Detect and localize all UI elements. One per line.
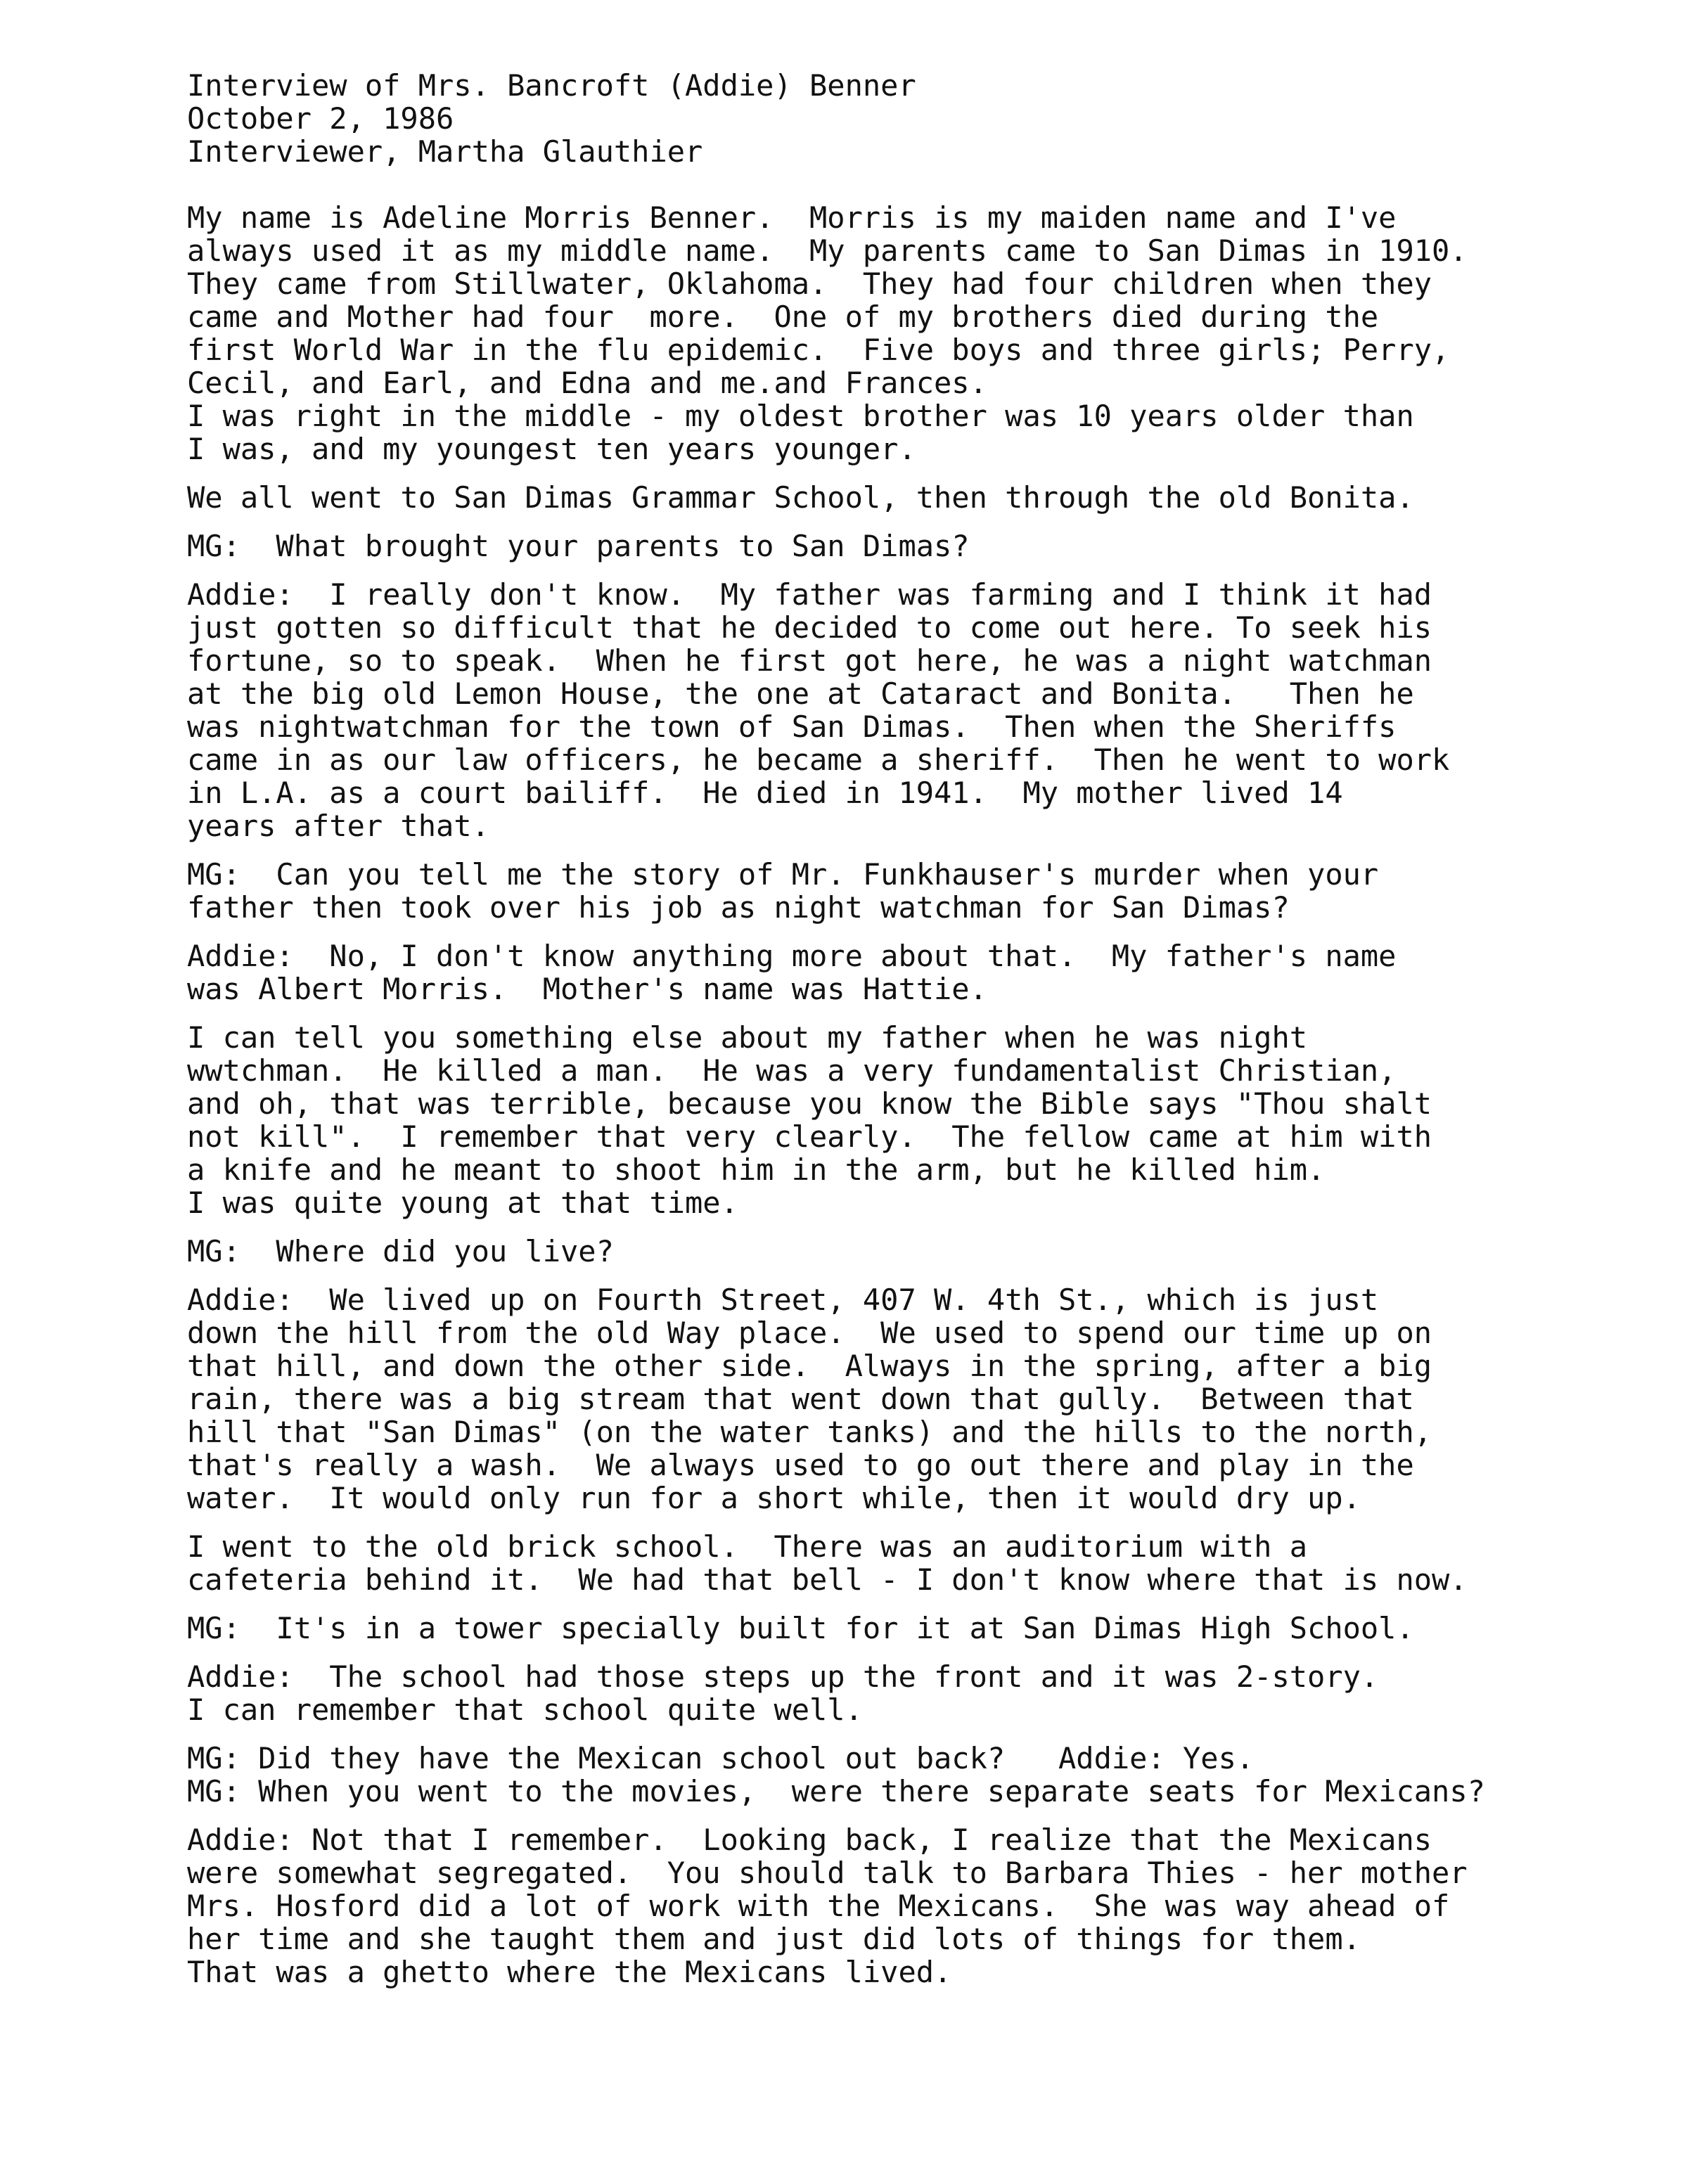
text-line: fortune, so to speak. When he first got here, he was a night watchman [187, 643, 1432, 678]
text-line: just gotten so difficult that he decided to come out here. To seek his [187, 610, 1432, 645]
transcript-paragraph [187, 858, 1650, 924]
transcript-paragraph [187, 529, 1650, 563]
text-line: that hill, and down the other side. Always in the spring, after a big [187, 1349, 1432, 1383]
text-line: MG: Where did you live? [187, 1234, 614, 1268]
text-line: Mrs. Hosford did a lot of work with the Mexicans. She was way ahead of [187, 1889, 1450, 1923]
text-line: Addie: We lived up on Fourth Street, 407 W. 4th St., which is just [187, 1283, 1379, 1317]
text-line: I went to the old brick school. There was an auditorium with a [187, 1529, 1308, 1564]
text-line: came and Mother had four more. One of my brothers died during the [187, 300, 1379, 334]
text-line: father then took over his job as night watchman for San Dimas? [187, 890, 1290, 925]
text-line: Cecil, and Earl, and Edna and me.and Frances. [187, 366, 987, 400]
text-line: rain, there was a big stream that went down that gully. Between that [187, 1382, 1414, 1416]
transcript-paragraph [187, 1612, 1650, 1645]
text-line: Addie: The school had those steps up the front and it was 2-story. [187, 1659, 1379, 1694]
text-line: MG: Can you tell me the story of Mr. Funkhauser's murder when your [187, 857, 1379, 892]
text-line: came in as our law officers, he became a sheriff. Then he went to work [187, 743, 1450, 777]
transcript-paragraph [187, 1742, 1650, 1808]
text-line: Addie: I really don't know. My father was farming and I think it had [187, 577, 1432, 612]
transcript-body [187, 201, 1650, 1989]
text-line: That was a ghetto where the Mexicans lived. [187, 1955, 952, 1989]
text-line: was Albert Morris. Mother's name was Hattie. [187, 972, 987, 1006]
text-line: was nightwatchman for the town of San Dimas. Then when the Sheriffs [187, 709, 1397, 744]
header-title: Interview of Mrs. Bancroft (Addie) Benner [187, 68, 916, 103]
transcript-paragraph [187, 481, 1650, 514]
text-line: MG: When you went to the movies, were there separate seats for Mexicans? [187, 1774, 1485, 1809]
transcript-page [187, 69, 1650, 2004]
text-line: her time and she taught them and just did lots of things for them. [187, 1922, 1361, 1956]
text-line: were somewhat segregated. You should talk to Barbara Thies - her mother [187, 1856, 1468, 1890]
text-line: always used it as my middle name. My parents came to San Dimas in 1910. [187, 233, 1468, 268]
transcript-paragraph [187, 1283, 1650, 1515]
transcript-paragraph [187, 578, 1650, 842]
text-line: They came from Stillwater, Oklahoma. They had four children when they [187, 266, 1432, 301]
text-line: a knife and he meant to shoot him in the arm, but he killed him. [187, 1152, 1326, 1187]
text-line: not kill". I remember that very clearly. The fellow came at him with [187, 1119, 1432, 1154]
text-line: first World War in the flu epidemic. Five boys and three girls; Perry, [187, 333, 1450, 367]
text-line: hill that "San Dimas" (on the water tanks) and the hills to the north, [187, 1415, 1432, 1449]
text-line: cafeteria behind it. We had that bell - I don't know where that is now. [187, 1562, 1468, 1597]
text-line: I can remember that school quite well. [187, 1692, 863, 1727]
transcript-paragraph [187, 1021, 1650, 1219]
text-line: I can tell you something else about my father when he was night [187, 1020, 1308, 1055]
text-line: water. It would only run for a short while, then it would dry up. [187, 1481, 1361, 1515]
text-line: at the big old Lemon House, the one at Cataract and Bonita. Then he [187, 676, 1414, 711]
text-line: MG: Did they have the Mexican school out back? Addie: Yes. [187, 1741, 1255, 1775]
text-line: Addie: Not that I remember. Looking back, I realize that the Mexicans [187, 1823, 1432, 1857]
transcript-paragraph [187, 1235, 1650, 1268]
text-line: My name is Adeline Morris Benner. Morris is my maiden name and I've [187, 200, 1397, 235]
transcript-paragraph [187, 1823, 1650, 1989]
interview-header [187, 69, 1650, 168]
text-line: wwtchman. He killed a man. He was a very fundamentalist Christian, [187, 1053, 1397, 1088]
text-line: I was, and my youngest ten years younger. [187, 432, 916, 466]
text-line: I was right in the middle - my oldest brother was 10 years older than [187, 399, 1414, 433]
text-line: MG: It's in a tower specially built for it at San Dimas High School. [187, 1611, 1414, 1645]
text-line: MG: What brought your parents to San Dimas? [187, 529, 970, 563]
transcript-paragraph [187, 1530, 1650, 1596]
transcript-paragraph [187, 201, 1650, 465]
text-line: and oh, that was terrible, because you know the Bible says "Thou shalt [187, 1086, 1432, 1121]
transcript-paragraph [187, 939, 1650, 1006]
header-date: October 2, 1986 [187, 101, 454, 136]
text-line: years after that. [187, 809, 489, 843]
text-line: in L.A. as a court bailiff. He died in 1941. My mother lived 14 [187, 776, 1343, 810]
text-line: that's really a wash. We always used to go out there and play in the [187, 1448, 1414, 1482]
text-line: I was quite young at that time. [187, 1186, 738, 1220]
text-line: down the hill from the old Way place. We used to spend our time up on [187, 1316, 1432, 1350]
transcript-paragraph [187, 1660, 1650, 1726]
text-line: We all went to San Dimas Grammar School, then through the old Bonita. [187, 480, 1414, 515]
header-interviewer: Interviewer, Martha Glauthier [187, 134, 703, 169]
text-line: Addie: No, I don't know anything more about that. My father's name [187, 939, 1397, 973]
